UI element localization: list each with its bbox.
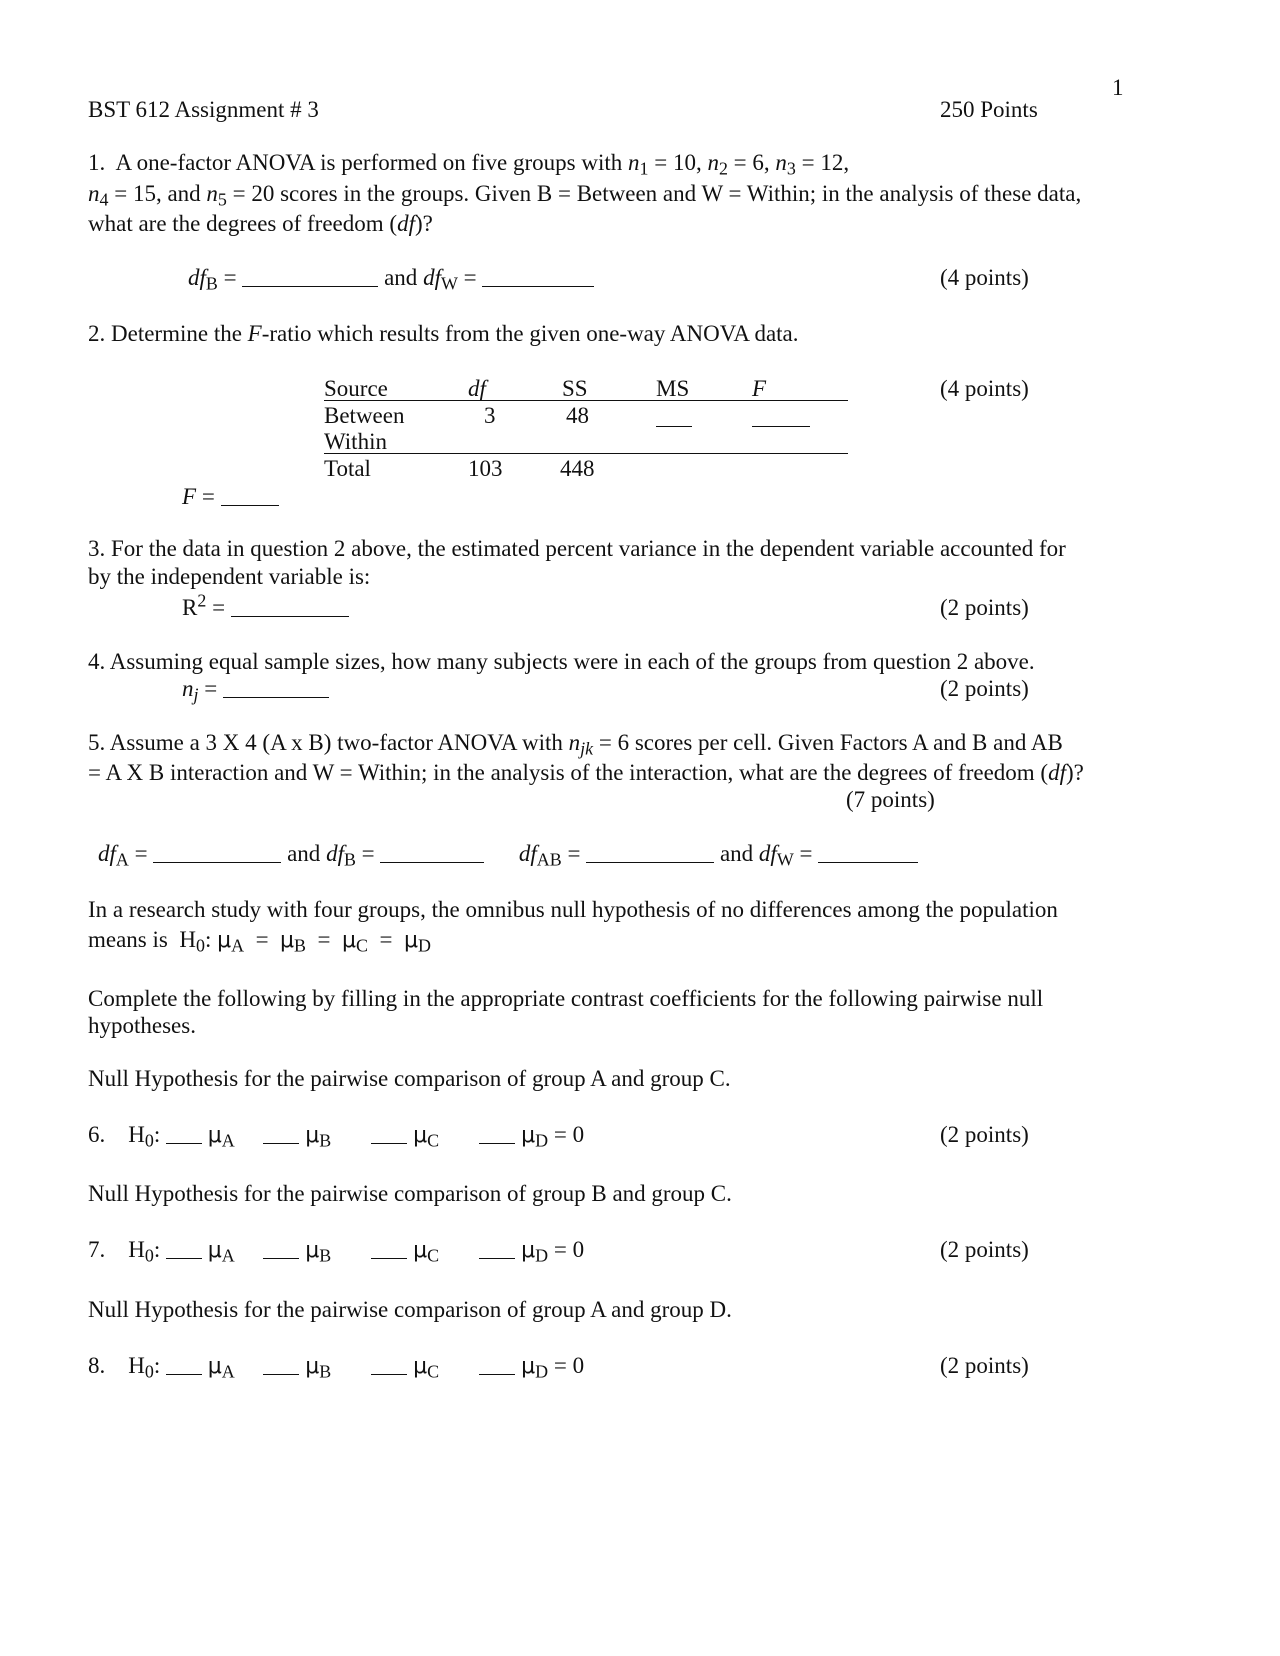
intro-colon: : [204, 927, 212, 952]
table-f-blank[interactable] [752, 426, 810, 427]
total-points: 250 Points [940, 97, 1038, 122]
q1-n1-sub: 1 [639, 158, 649, 179]
q4-line1: 4. Assuming equal sample sizes, how many subjects were in each of the groups from question 2 above. [88, 649, 1035, 674]
mu-c: μ [413, 1123, 428, 1148]
pairwise-8-points: (2 points) [940, 1353, 1029, 1378]
table-row-between-df: 3 [484, 403, 496, 428]
q2-f: F [247, 321, 262, 346]
q5-dfab-sub: AB [536, 849, 562, 870]
q5-line2 [88, 759, 1084, 787]
table-header-df: df [468, 376, 486, 401]
table-row-between-ss: 48 [566, 403, 589, 428]
pairwise-7-hypothesis [88, 1236, 584, 1264]
q1-n5-val: = 20 scores in the groups. Given B = Between and W = Within; in the analysis of these data, [232, 181, 1082, 206]
pairwise-8-number: 8. [88, 1353, 106, 1378]
q1-eq-1: = [223, 265, 237, 290]
coef-c-blank[interactable] [371, 1257, 407, 1259]
coef-c-blank[interactable] [371, 1373, 407, 1375]
h0-end: = 0 [553, 1237, 585, 1262]
q1-n4: n [88, 181, 100, 206]
mu-d: μ [521, 1354, 536, 1379]
coef-d-blank[interactable] [479, 1142, 515, 1144]
mu-a-sub: A [221, 1130, 235, 1151]
h0-colon: : [153, 1122, 161, 1147]
q1-dfb: df [188, 265, 206, 290]
q1-points: (4 points) [940, 265, 1029, 290]
coef-d-blank[interactable] [479, 1257, 515, 1259]
q1-line1 [88, 149, 849, 177]
q1-n2-sub: 2 [718, 158, 728, 179]
intro-mu-a: μ [217, 928, 232, 953]
q5-dfb-blank[interactable] [380, 861, 484, 863]
mu-c-sub: C [427, 1130, 440, 1151]
q5-answer-line [98, 840, 918, 868]
q5-and-1: and [287, 841, 321, 866]
mu-d-sub: D [535, 1245, 549, 1266]
coef-d-blank[interactable] [479, 1373, 515, 1375]
q5-eq-a: = [134, 841, 148, 866]
mu-c: μ [413, 1238, 428, 1263]
q5-dfb: df [326, 841, 344, 866]
coef-b-blank[interactable] [263, 1142, 299, 1144]
q5-eq-b: = [361, 841, 375, 866]
h0-end: = 0 [553, 1353, 585, 1378]
q4-n-sub: j [193, 684, 199, 705]
mu-d-sub: D [535, 1361, 549, 1382]
q5-dfa: df [98, 841, 116, 866]
q1-line3-end: )? [414, 211, 433, 236]
h0-sub: 0 [144, 1361, 154, 1382]
pairwise-6-label: Null Hypothesis for the pairwise comparison of group A and group C. [88, 1066, 731, 1091]
q2-line1 [88, 320, 799, 348]
q5-points: (7 points) [846, 787, 935, 812]
coef-a-blank[interactable] [166, 1142, 202, 1144]
q2-f-blank[interactable] [221, 504, 279, 506]
q1-n2-val: = 6, [733, 150, 770, 175]
mu-c-sub: C [427, 1361, 440, 1382]
q5-n: n [568, 730, 581, 755]
mu-d: μ [521, 1123, 536, 1148]
mu-b-sub: B [319, 1130, 332, 1151]
q2-f-eq: = [201, 484, 215, 509]
intro-eq-2: = [317, 927, 331, 952]
coef-b-blank[interactable] [263, 1373, 299, 1375]
q5-dfb-sub: B [343, 849, 356, 870]
q1-n5-sub: 5 [217, 189, 227, 210]
table-row-between-source: Between [324, 403, 405, 428]
q2-text-prefix: 2. Determine the [88, 321, 248, 346]
q5-line1-prefix: 5. Assume a 3 X 4 (A x B) two-factor ANOVA with [88, 730, 563, 755]
pairwise-7-label: Null Hypothesis for the pairwise comparison of group B and group C. [88, 1181, 732, 1206]
h0-h: H [128, 1122, 145, 1147]
q3-line1: 3. For the data in question 2 above, the estimated percent variance in the dependent variable accounted for [88, 536, 1066, 561]
h0-sub: 0 [144, 1245, 154, 1266]
table-row-total-df: 103 [468, 456, 503, 481]
mu-c-sub: C [427, 1245, 440, 1266]
coef-c-blank[interactable] [371, 1142, 407, 1144]
q5-line1-suffix: = 6 scores per cell. Given Factors A and B and AB [598, 730, 1063, 755]
mu-b: μ [305, 1123, 320, 1148]
q3-line2: by the independent variable is: [88, 564, 371, 589]
q3-points: (2 points) [940, 595, 1029, 620]
q5-eq-w: = [799, 841, 813, 866]
q1-line3 [88, 210, 433, 238]
q1-number: 1. [88, 150, 106, 175]
q5-line2-end: )? [1065, 760, 1084, 785]
h0-colon: : [153, 1353, 161, 1378]
instructions-line1: Complete the following by filling in the appropriate contrast coefficients for the following pairwise null [88, 986, 1044, 1011]
q5-dfw: df [758, 841, 777, 866]
q3-r-sup: 2 [197, 590, 207, 611]
q4-points: (2 points) [940, 676, 1029, 701]
h0-h: H [128, 1353, 145, 1378]
intro-mu-b-sub: B [294, 935, 307, 956]
q3-eq: = [212, 595, 226, 620]
pairwise-7-number: 7. [88, 1237, 106, 1262]
q1-dfb-sub: B [205, 273, 218, 294]
q1-n1-val: = 10, [654, 150, 702, 175]
pairwise-6-hypothesis [88, 1121, 584, 1149]
pairwise-6-number: 6. [88, 1122, 106, 1147]
table-header-ss: SS [562, 376, 588, 401]
mu-b-sub: B [319, 1245, 332, 1266]
q5-line2-prefix: = A X B interaction and W = Within; in the analysis of the interaction, what are the degrees of freedom ( [88, 760, 1049, 785]
q5-line1 [88, 729, 1063, 757]
intro-mu-d: μ [403, 928, 418, 953]
mu-c: μ [413, 1354, 428, 1379]
q3-answer [182, 590, 349, 622]
q4-answer [182, 675, 329, 703]
mu-a-sub: A [221, 1245, 235, 1266]
h0-h: H [128, 1237, 145, 1262]
mu-d-sub: D [535, 1130, 549, 1151]
q5-dfa-blank[interactable] [153, 861, 281, 863]
coef-b-blank[interactable] [263, 1257, 299, 1259]
q1-n4-sub: 4 [99, 189, 109, 210]
intro-mu-c: μ [342, 928, 356, 953]
intro-h-sub: 0 [195, 935, 205, 956]
q3-r: R [182, 595, 198, 620]
intro-eq-1: = [255, 927, 269, 952]
q5-dfw-sub: W [776, 849, 794, 870]
h0-end: = 0 [553, 1122, 585, 1147]
q1-eq-2: = [463, 265, 477, 290]
table-header-source: Source [324, 376, 388, 401]
mu-a: μ [207, 1354, 222, 1379]
q1-dfw-sub: W [440, 273, 458, 294]
q1-and: and [384, 265, 418, 290]
q1-dfw-blank[interactable] [482, 285, 594, 287]
q2-answer [182, 483, 279, 511]
table-ms-blank[interactable] [656, 426, 692, 427]
pairwise-8-hypothesis [88, 1352, 584, 1380]
q1-n4-val: = 15, and [114, 181, 201, 206]
intro-mu-d-sub: D [417, 935, 431, 956]
mu-a: μ [207, 1123, 222, 1148]
q5-n-sub: jk [580, 738, 594, 759]
coef-a-blank[interactable] [166, 1373, 202, 1375]
table-within-rule [324, 453, 848, 454]
intro-line2 [88, 926, 431, 954]
intro-h: H [179, 927, 196, 952]
h0-sub: 0 [144, 1130, 154, 1151]
q1-line2 [88, 180, 1081, 208]
q5-and-2: and [719, 841, 754, 866]
pairwise-6-points: (2 points) [940, 1122, 1029, 1147]
intro-mu-c-sub: C [356, 935, 368, 956]
intro-means-is: means is [88, 927, 168, 952]
table-row-total-source: Total [324, 456, 371, 481]
q5-line2-df: df [1048, 760, 1066, 785]
q1-answer-line [188, 264, 594, 292]
mu-a-sub: A [221, 1361, 235, 1382]
q4-eq: = [204, 676, 218, 701]
q3-blank[interactable] [231, 615, 349, 617]
q1-n3-val: = 12, [801, 150, 850, 175]
q1-dfw: df [423, 265, 441, 290]
q1-text: A one-factor ANOVA is performed on five groups with [115, 150, 623, 175]
table-header-rule [324, 400, 848, 401]
page-number: 1 [1112, 75, 1124, 100]
q1-dfb-blank[interactable] [242, 285, 378, 287]
q4-n: n [182, 676, 194, 701]
q4-blank[interactable] [223, 696, 329, 698]
q5-dfw-blank[interactable] [818, 861, 918, 863]
table-row-total-ss: 448 [560, 456, 595, 481]
assignment-title: BST 612 Assignment # 3 [88, 97, 319, 122]
intro-mu-b: μ [280, 928, 295, 953]
pairwise-7-points: (2 points) [940, 1237, 1029, 1262]
coef-a-blank[interactable] [166, 1257, 202, 1259]
q1-n1: n [628, 150, 640, 175]
mu-b: μ [305, 1238, 320, 1263]
q5-eq-ab: = [567, 841, 581, 866]
table-header-f: F [752, 376, 767, 401]
pairwise-8-label: Null Hypothesis for the pairwise comparison of group A and group D. [88, 1297, 732, 1322]
q5-dfab: df [518, 841, 537, 866]
q1-line3-text: what are the degrees of freedom ( [88, 211, 398, 236]
mu-b-sub: B [319, 1361, 332, 1382]
instructions-line2: hypotheses. [88, 1013, 196, 1038]
table-row-within-source: Within [324, 429, 387, 454]
q1-n3-sub: 3 [786, 158, 796, 179]
q1-n3: n [775, 150, 787, 175]
intro-line1: In a research study with four groups, the omnibus null hypothesis of no differences among the population [88, 897, 1058, 922]
q1-line3-df: df [397, 211, 415, 236]
mu-b: μ [305, 1354, 320, 1379]
q1-n2: n [707, 150, 719, 175]
table-header-ms: MS [656, 376, 690, 401]
mu-a: μ [207, 1238, 222, 1263]
q2-points: (4 points) [940, 376, 1029, 401]
intro-mu-a-sub: A [231, 935, 245, 956]
q5-dfab-blank[interactable] [586, 861, 714, 863]
q2-text-suffix: -ratio which results from the given one-way ANOVA data. [261, 321, 799, 346]
q2-f-label: F [182, 484, 197, 509]
q1-n5: n [206, 181, 218, 206]
intro-eq-3: = [379, 927, 393, 952]
h0-colon: : [153, 1237, 161, 1262]
mu-d: μ [521, 1238, 536, 1263]
q5-dfa-sub: A [115, 849, 129, 870]
